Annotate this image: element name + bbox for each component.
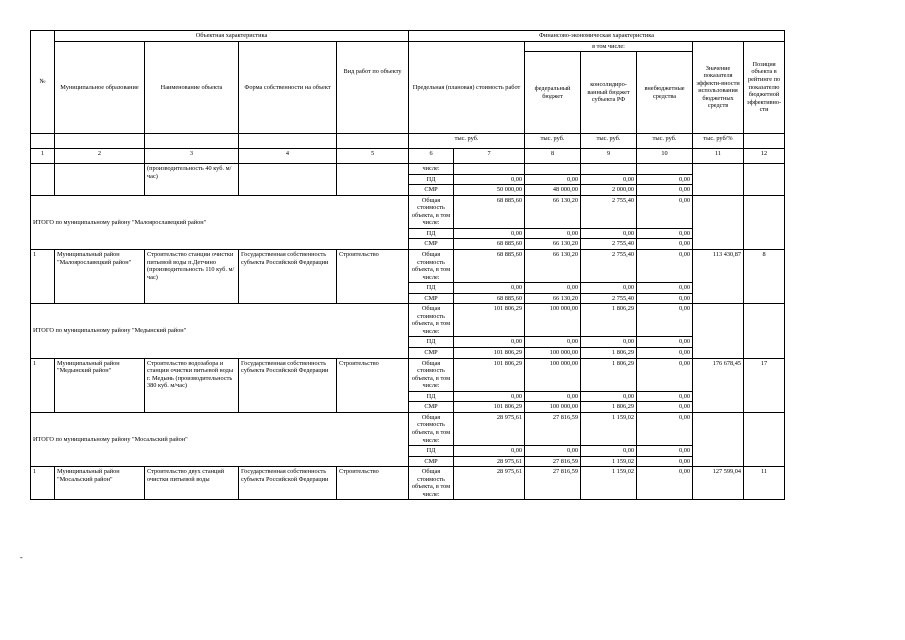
table-cell: тыс. руб. — [581, 134, 637, 149]
table-cell: ПД — [409, 391, 454, 402]
table-cell: СМР — [409, 239, 454, 250]
table-row — [31, 412, 785, 445]
table-cell: 0,00 — [454, 337, 525, 348]
table-cell: 12 — [744, 149, 785, 164]
table-cell: 2 755,40 — [581, 293, 637, 304]
table-cell: 0,00 — [637, 304, 693, 337]
table-cell: 0,00 — [637, 185, 693, 196]
col-no-header: № — [31, 31, 55, 134]
table-cell: 66 130,20 — [525, 195, 581, 228]
table-cell: 50 000,00 — [454, 185, 525, 196]
table-cell: 0,00 — [637, 239, 693, 250]
table-cell: 68 885,60 — [454, 293, 525, 304]
table-cell — [337, 134, 409, 149]
table-cell: 0,00 — [581, 174, 637, 185]
table-cell: 27 816,59 — [525, 456, 581, 467]
table-cell: 101 806,29 — [454, 402, 525, 413]
table-cell: 0,00 — [637, 446, 693, 457]
table-cell — [55, 164, 145, 196]
cost-header: Предельная (плановая) стоимость работ — [409, 41, 525, 134]
margin-mark: - — [20, 553, 23, 562]
offbudget-header: внебюджетные средства — [637, 52, 693, 134]
header-row-1 — [31, 31, 785, 42]
table-cell: 0,00 — [581, 283, 637, 294]
itogo-label: ИТОГО по муниципальному району "Мосальский район" — [31, 412, 409, 466]
table-row — [31, 250, 785, 283]
table-cell: 0,00 — [454, 391, 525, 402]
table-cell: 1 — [31, 250, 55, 304]
table-cell: Общая стоимость объекта, в том числе: — [409, 467, 454, 500]
table-cell — [31, 164, 55, 196]
table-cell: 0,00 — [525, 446, 581, 457]
table-cell: 1 — [31, 149, 55, 164]
table-cell: 1 806,29 — [581, 358, 637, 391]
efficiency-cell: 127 599,04 — [693, 467, 744, 500]
table-cell: 0,00 — [454, 283, 525, 294]
table-cell: 0,00 — [525, 283, 581, 294]
municipality-cell: Муниципальный район "Мосальский район" — [55, 467, 145, 500]
efficiency-cell: 176 678,45 — [693, 358, 744, 412]
incl-header: в том числе: — [525, 41, 693, 52]
work-type-cell: Строительство — [337, 358, 409, 412]
rank-cell: 11 — [744, 467, 785, 500]
table-cell: Общая стоимость объекта, в том числе: — [409, 250, 454, 283]
table-cell: 28 975,61 — [454, 467, 525, 500]
table-cell: 0,00 — [637, 391, 693, 402]
table-cell: ПД — [409, 337, 454, 348]
table-cell: 101 806,29 — [454, 304, 525, 337]
table-cell: СМР — [409, 293, 454, 304]
table-cell: 0,00 — [637, 456, 693, 467]
table-cell — [744, 134, 785, 149]
table-cell: Общая стоимость объекта, в том числе: — [409, 412, 454, 445]
table-cell: 1 806,29 — [581, 402, 637, 413]
table-cell: 7 — [454, 149, 525, 164]
federal-header: федеральный бюджет — [525, 52, 581, 134]
table-cell: 11 — [693, 149, 744, 164]
units-row — [31, 134, 785, 149]
table-cell: 101 806,29 — [454, 348, 525, 359]
table-cell: 0,00 — [581, 446, 637, 457]
table-cell — [744, 412, 785, 466]
table-cell: тыс. руб/% — [693, 134, 744, 149]
rank-cell: 17 — [744, 358, 785, 412]
table-row — [31, 304, 785, 337]
table-cell: 2 — [55, 149, 145, 164]
table-cell: 1 159,02 — [581, 456, 637, 467]
table-cell: 100 000,00 — [525, 402, 581, 413]
table-cell: ПД — [409, 174, 454, 185]
table-cell: 0,00 — [637, 283, 693, 294]
table-cell: 0,00 — [454, 446, 525, 457]
municipality-header: Муниципальное образование — [55, 41, 145, 134]
table-cell: 0,00 — [637, 195, 693, 228]
table-cell: 2 000,00 — [581, 185, 637, 196]
itogo-label: ИТОГО по муниципальному району "Медынский район" — [31, 304, 409, 358]
table-cell: Общая стоимость объекта, в том числе: — [409, 358, 454, 391]
table-cell: 27 816,59 — [525, 412, 581, 445]
object-name-cell: Строительство станции очистки питьевой воды п.Детчино (производительность 110 куб. м/час) — [145, 250, 239, 304]
table-cell — [693, 195, 744, 249]
table-cell: 0,00 — [637, 358, 693, 391]
table-cell — [744, 304, 785, 358]
table-cell: 27 816,59 — [525, 467, 581, 500]
table-cell: 0,00 — [637, 228, 693, 239]
work-type-header: Вид работ по объекту — [337, 41, 409, 134]
ownership-cell: Государственная собственность субъекта Российской Федерации — [239, 358, 337, 412]
table-cell: 0,00 — [581, 228, 637, 239]
table-cell — [744, 164, 785, 196]
table-cell: ПД — [409, 228, 454, 239]
table-cell: 0,00 — [454, 174, 525, 185]
object-name-cell: (производительность 40 куб. м/час) — [145, 164, 239, 196]
table-cell: 0,00 — [637, 402, 693, 413]
table-cell: 0,00 — [637, 337, 693, 348]
table-cell — [337, 164, 409, 196]
table-cell — [581, 164, 637, 175]
table-cell: 1 — [31, 467, 55, 500]
table-cell: 0,00 — [637, 467, 693, 500]
table-cell — [239, 164, 337, 196]
table-cell: 0,00 — [454, 228, 525, 239]
table-cell: 101 806,29 — [454, 358, 525, 391]
table-cell — [55, 134, 145, 149]
table-cell: 66 130,20 — [525, 293, 581, 304]
table-cell: 100 000,00 — [525, 304, 581, 337]
table-cell: 0,00 — [525, 174, 581, 185]
table-cell: 1 159,02 — [581, 467, 637, 500]
table-cell: 2 755,40 — [581, 250, 637, 283]
table-cell: СМР — [409, 456, 454, 467]
table-cell: 0,00 — [637, 174, 693, 185]
fin-char-header: Финансово-экономическая характеристика — [409, 31, 785, 42]
table-cell: 2 755,40 — [581, 195, 637, 228]
municipality-cell: Муниципальный район "Медынский район" — [55, 358, 145, 412]
table-row — [31, 164, 785, 175]
table-cell: ПД — [409, 283, 454, 294]
table-cell: 0,00 — [581, 391, 637, 402]
table-cell: 100 000,00 — [525, 348, 581, 359]
table-cell: числе: — [409, 164, 454, 175]
column-numbers-row — [31, 149, 785, 164]
table-cell: 68 885,60 — [454, 195, 525, 228]
table-cell: 0,00 — [525, 228, 581, 239]
table-cell: 66 130,20 — [525, 239, 581, 250]
efficiency-cell: 113 430,87 — [693, 250, 744, 304]
efficiency-header: Значение показателя эффекти-вности использования бюджетных средств — [693, 41, 744, 134]
table-cell: Общая стоимость объекта, в том числе: — [409, 195, 454, 228]
table-cell: 0,00 — [637, 412, 693, 445]
table-cell: 0,00 — [637, 348, 693, 359]
work-type-cell: Строительство — [337, 467, 409, 500]
municipality-cell: Муниципальный район "Малоярославецкий район" — [55, 250, 145, 304]
table-cell: СМР — [409, 348, 454, 359]
table-cell: тыс. руб. — [525, 134, 581, 149]
table-cell: 1 806,29 — [581, 348, 637, 359]
object-char-header: Объектная характеристика — [55, 31, 409, 42]
table-cell: 68 885,60 — [454, 239, 525, 250]
table-cell: тыс. руб. — [409, 134, 525, 149]
table-row — [31, 467, 785, 500]
table-cell: 5 — [337, 149, 409, 164]
table-cell: 68 885,60 — [454, 250, 525, 283]
table-cell: 28 975,61 — [454, 412, 525, 445]
table-cell: 2 755,40 — [581, 239, 637, 250]
table-cell — [145, 134, 239, 149]
consolidated-header: консолидиро-ванный бюджет субъекта РФ — [581, 52, 637, 134]
table-cell: 0,00 — [581, 337, 637, 348]
header-row-2 — [31, 41, 785, 52]
table-cell: 10 — [637, 149, 693, 164]
table-cell: 8 — [525, 149, 581, 164]
table-cell — [744, 195, 785, 249]
table-cell — [239, 134, 337, 149]
object-name-header: Наименование объекта — [145, 41, 239, 134]
table-cell — [693, 164, 744, 196]
rank-cell: 8 — [744, 250, 785, 304]
rank-header: Позиция объекта в рейтинге по показателю бюджетной эффективно-сти — [744, 41, 785, 134]
object-name-cell: Строительство водозабора и станции очистки питьевой воды г. Медынь (производительность 380 куб. м/час) — [145, 358, 239, 412]
table-cell: 0,00 — [525, 337, 581, 348]
table-cell: 28 975,61 — [454, 456, 525, 467]
table-cell: 48 000,00 — [525, 185, 581, 196]
table-cell: 100 000,00 — [525, 358, 581, 391]
table-cell — [31, 134, 55, 149]
table-cell: 3 — [145, 149, 239, 164]
table-cell: 4 — [239, 149, 337, 164]
table-row — [31, 358, 785, 391]
object-name-cell: Строительство двух станций очистки питьевой воды — [145, 467, 239, 500]
table-cell: 1 — [31, 358, 55, 412]
ownership-cell: Государственная собственность субъекта Российской Федерации — [239, 467, 337, 500]
table-cell: тыс. руб. — [637, 134, 693, 149]
table-cell: 0,00 — [637, 250, 693, 283]
table-cell: 0,00 — [525, 391, 581, 402]
financial-table — [30, 30, 785, 500]
ownership-cell: Государственная собственность субъекта Российской Федерации — [239, 250, 337, 304]
table-cell: 0,00 — [637, 293, 693, 304]
itogo-label: ИТОГО по муниципальному району "Малоярославецкий район" — [31, 195, 409, 249]
table-cell: 66 130,20 — [525, 250, 581, 283]
table-cell — [637, 164, 693, 175]
ownership-header: Форма собственности на объект — [239, 41, 337, 134]
table-cell — [693, 412, 744, 466]
table-cell: 1 806,29 — [581, 304, 637, 337]
table-cell — [525, 164, 581, 175]
table-row — [31, 195, 785, 228]
work-type-cell: Строительство — [337, 250, 409, 304]
table-cell: 6 — [409, 149, 454, 164]
table-cell: СМР — [409, 402, 454, 413]
table-cell — [693, 304, 744, 358]
table-cell: Общая стоимость объекта, в том числе: — [409, 304, 454, 337]
table-cell: СМР — [409, 185, 454, 196]
table-cell — [454, 164, 525, 175]
table-cell: 1 159,02 — [581, 412, 637, 445]
table-cell: 9 — [581, 149, 637, 164]
table-cell: ПД — [409, 446, 454, 457]
